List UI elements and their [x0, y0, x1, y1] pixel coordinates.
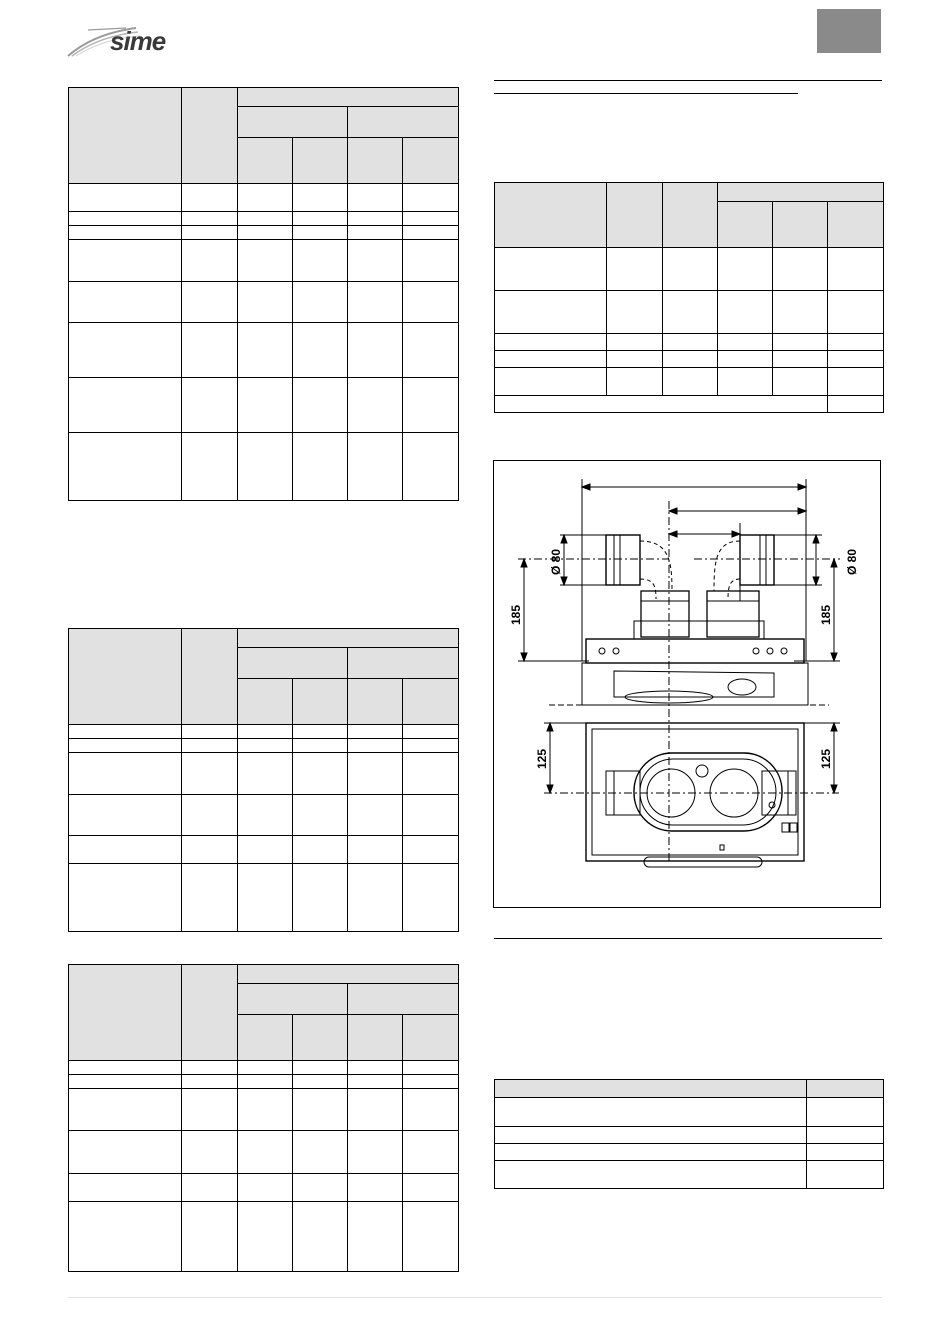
left-table-2 [68, 628, 459, 932]
drawing-svg [494, 461, 882, 909]
header-cell [69, 965, 182, 1061]
header-cell [238, 965, 459, 984]
header-cell [773, 202, 828, 248]
table-row [69, 739, 459, 753]
header-cell [293, 679, 348, 725]
table-row [495, 1098, 884, 1127]
header-cell [182, 629, 238, 725]
table-row [495, 291, 884, 334]
heading-underline [494, 93, 798, 94]
header-cell [182, 965, 238, 1061]
header-cell [348, 984, 459, 1015]
header-cell [828, 202, 884, 248]
header-cell [403, 679, 459, 725]
header-cell [348, 107, 459, 138]
section-rule [494, 80, 882, 81]
header-cell [293, 1015, 348, 1061]
table-row [495, 334, 884, 351]
table-row [495, 248, 884, 291]
header-cell [182, 88, 238, 184]
header-cell [348, 679, 403, 725]
table-row [69, 836, 459, 864]
table-row [69, 184, 459, 212]
flue-dimension-drawing [493, 460, 881, 908]
dim-125-right: 125 [819, 748, 833, 769]
header-cell [403, 138, 459, 184]
dim-185-left: 185 [509, 604, 523, 625]
header-cell [238, 1015, 293, 1061]
header-cell [718, 183, 884, 202]
footer-rule [68, 1297, 882, 1298]
header-cell [293, 138, 348, 184]
dia-80-left: Ø 80 [549, 548, 563, 575]
header-cell [495, 1080, 807, 1098]
table-row [69, 1075, 459, 1089]
table-row [69, 1061, 459, 1075]
table-row [495, 396, 884, 413]
table-row [69, 1174, 459, 1202]
header-cell [238, 679, 293, 725]
header-cell [238, 88, 459, 107]
table-row [69, 795, 459, 836]
header-cell [718, 202, 773, 248]
right-table-2 [494, 1079, 884, 1189]
table-row [69, 1131, 459, 1174]
header-cell [238, 629, 459, 648]
table-row [69, 1089, 459, 1131]
header-cell [607, 183, 663, 248]
right-table-1 [494, 182, 884, 413]
section-tab [817, 9, 881, 53]
left-table-3 [68, 964, 459, 1272]
table-row [495, 351, 884, 368]
header-cell [69, 629, 182, 725]
table-row [69, 1202, 459, 1272]
left-table-1 [68, 87, 459, 501]
brand-logo: sime [110, 26, 166, 56]
header-cell [238, 107, 348, 138]
table-row [495, 1144, 884, 1161]
header-cell [238, 984, 348, 1015]
table-row [495, 368, 884, 396]
header-cell [238, 648, 348, 679]
header-cell [403, 1015, 459, 1061]
table-row [69, 212, 459, 226]
table-row [69, 226, 459, 240]
table-row [69, 864, 459, 932]
header-cell [348, 138, 403, 184]
header-cell [495, 183, 607, 248]
header-cell [238, 138, 293, 184]
header-cell [348, 1015, 403, 1061]
dim-125-left: 125 [535, 748, 549, 769]
header-cell [807, 1080, 884, 1098]
section-rule [494, 938, 882, 939]
header-cell [663, 183, 718, 248]
table-row [69, 240, 459, 282]
dim-185-right: 185 [819, 604, 833, 625]
table-row [69, 433, 459, 501]
table-row [69, 753, 459, 795]
dia-80-right: Ø 80 [845, 548, 859, 575]
header-cell [69, 88, 182, 184]
table-row [69, 725, 459, 739]
table-row [69, 378, 459, 433]
table-row [495, 1127, 884, 1144]
table-row [69, 323, 459, 378]
table-row [69, 282, 459, 323]
header-cell [348, 648, 459, 679]
table-row [495, 1161, 884, 1189]
